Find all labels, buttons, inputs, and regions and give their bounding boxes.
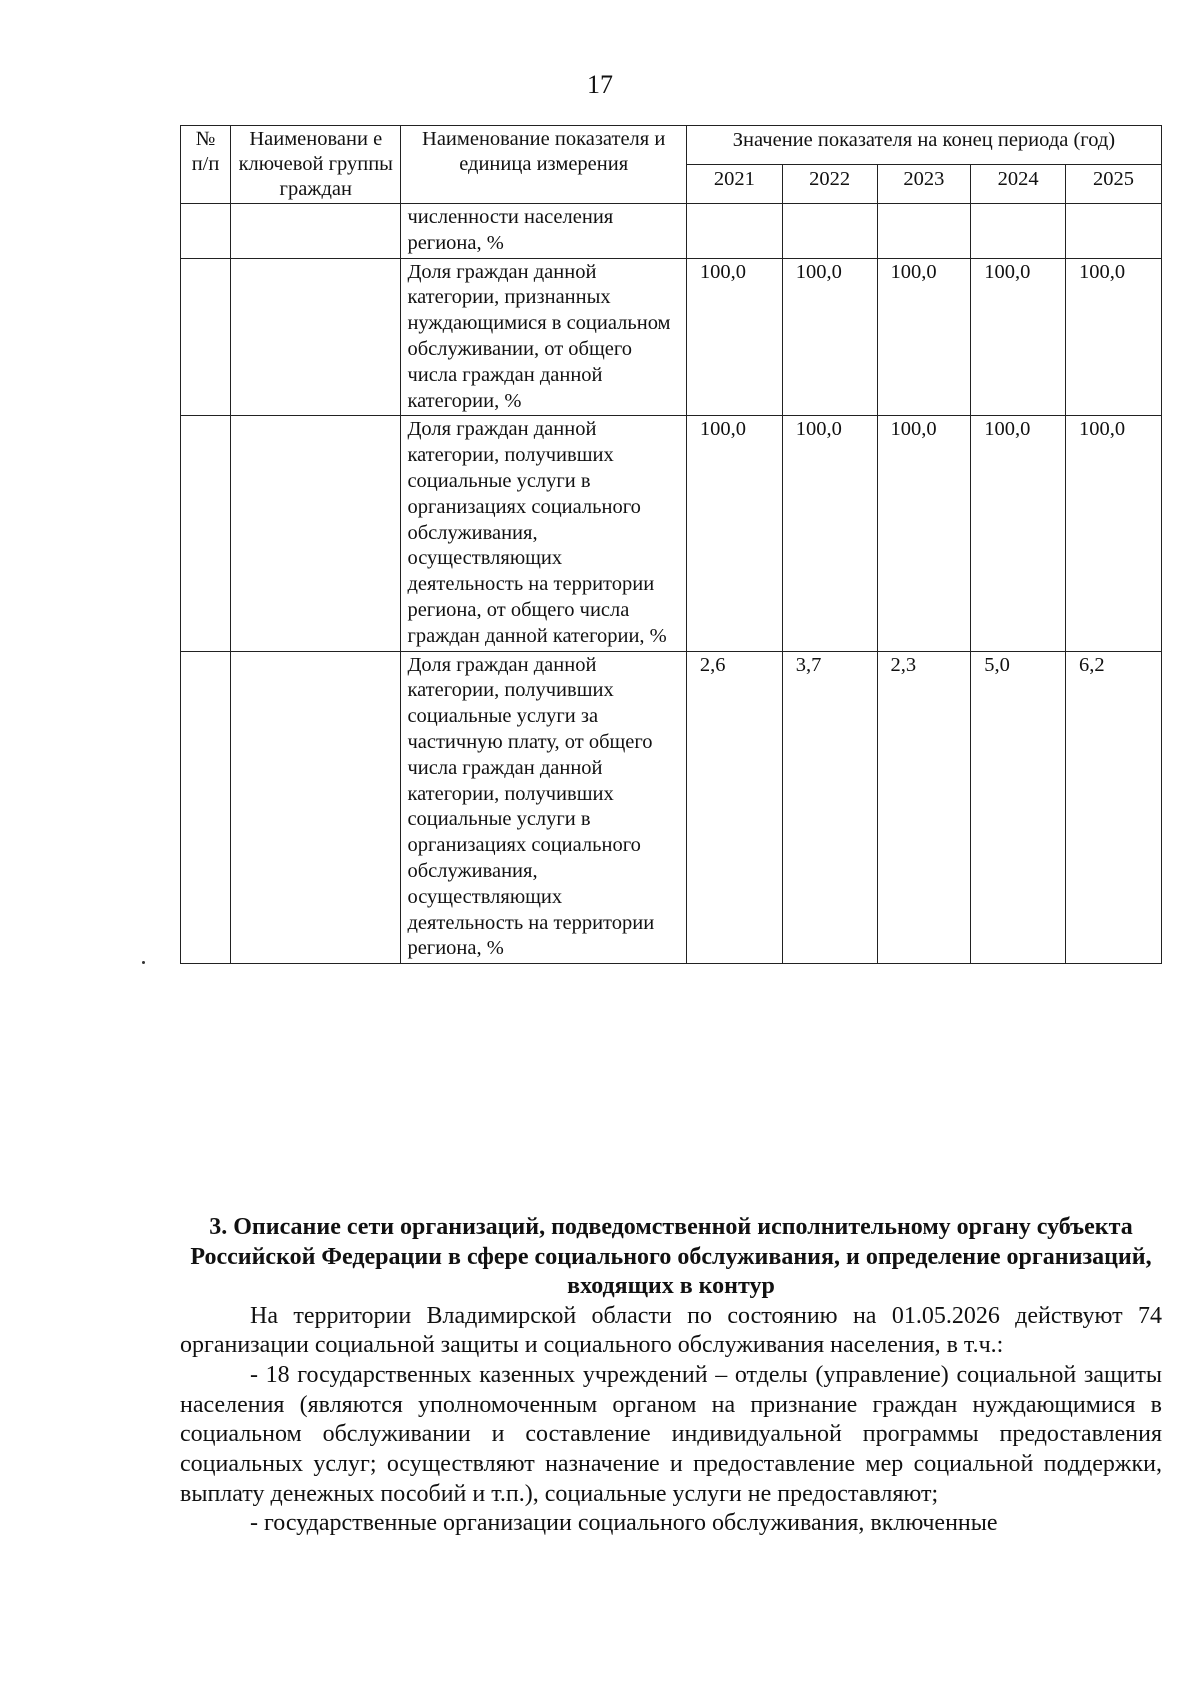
cell-group [231,416,401,651]
cell-num [181,416,231,651]
header-num: № п/п [181,126,231,204]
cell-value [686,204,782,259]
cell-value: 2,3 [877,651,971,964]
scan-speck [142,961,145,964]
cell-group [231,204,401,259]
table-row [181,416,1162,651]
cell-value: 100,0 [782,416,877,651]
table-row [181,204,1162,259]
cell-value: 100,0 [686,416,782,651]
cell-value [782,204,877,259]
table-row [181,651,1162,964]
header-indicator: Наименование показателя и единица измерения [401,126,686,204]
cell-indicator: численности населения региона, % [401,204,686,259]
cell-num [181,258,231,416]
section-3 [180,1213,1162,1539]
cell-value: 100,0 [686,258,782,416]
cell-value: 100,0 [782,258,877,416]
cell-value [1066,204,1162,259]
cell-num [181,651,231,964]
paragraph: На территории Владимирской области по состоянию на 01.05.2026 действуют 74 организации социальной защиты и социального обслуживания населения, в т.ч.: [180,1302,1162,1359]
paragraph: - 18 государственных казенных учреждений – отделы (управление) социальной защиты населения (являются уполномоченным органом на признание граждан нуждающимися в социальном обслуживании и составление индивидуальной программы предоставления социальных услуг; осуществляют назначение и предоставление мер социальной поддержки, выплату денежных пособий и т.п.), социальные услуги не предоставляют; [180,1361,1162,1507]
cell-value: 100,0 [1066,258,1162,416]
cell-value: 5,0 [971,651,1066,964]
indicators-table [180,125,1162,964]
paragraph: - государственные организации социального обслуживания, включенные [250,1510,998,1537]
cell-group [231,651,401,964]
header-year: 2023 [877,165,971,204]
cell-value: 2,6 [686,651,782,964]
cell-value: 100,0 [971,258,1066,416]
header-group: Наименовани е ключевой группы граждан [231,126,401,204]
header-year: 2025 [1066,165,1162,204]
page-number: 17 [587,70,613,99]
cell-value: 100,0 [971,416,1066,651]
header-year: 2022 [782,165,877,204]
cell-num [181,204,231,259]
cell-group [231,258,401,416]
header-year: 2021 [686,165,782,204]
cell-indicator: Доля граждан данной категории, получивших социальные услуги за частичную плату, от общего числа граждан данной категории, получивших социальные услуги в организациях социального обслуживания, осуществляющих деятельность на территории региона, % [401,651,686,964]
table-header-row [181,126,1162,165]
table-row [181,258,1162,416]
cell-value: 100,0 [877,258,971,416]
cell-value: 100,0 [877,416,971,651]
cell-indicator: Доля граждан данной категории, получивших социальные услуги в организациях социального обслуживания, осуществляющих деятельность на территории региона, от общего числа граждан данной категории, % [401,416,686,651]
header-year: 2024 [971,165,1066,204]
cell-value: 100,0 [1066,416,1162,651]
section-heading: 3. Описание сети организаций, подведомственной исполнительному органу субъекта Российской Федерации в сфере социального обслуживания, и определение организаций, входящих в контур [190,1214,1152,1299]
cell-value [877,204,971,259]
cell-value: 6,2 [1066,651,1162,964]
header-period: Значение показателя на конец периода (год) [686,126,1161,165]
cell-indicator: Доля граждан данной категории, признанных нуждающимися в социальном обслуживании, от общего числа граждан данной категории, % [401,258,686,416]
cell-value: 3,7 [782,651,877,964]
cell-value [971,204,1066,259]
